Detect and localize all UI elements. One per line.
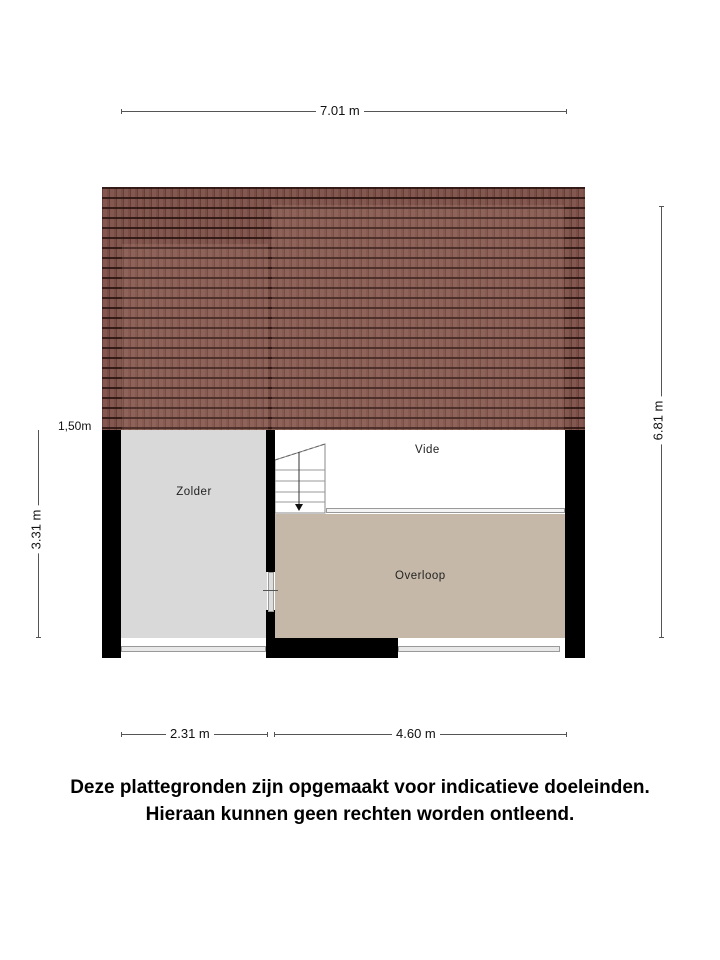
disclaimer-line-2: Hieraan kunnen geen rechten worden ontleend. bbox=[145, 804, 575, 825]
dimension-label-width: 7.01 m bbox=[316, 103, 364, 118]
dimension-tick bbox=[659, 206, 664, 207]
dimension-tick bbox=[274, 732, 275, 737]
dimension-tick bbox=[121, 109, 122, 114]
dimension-tick bbox=[121, 732, 122, 737]
dimension-label-zolder-width: 2.31 m bbox=[166, 726, 214, 741]
dimension-tick bbox=[566, 109, 567, 114]
roof-tiles bbox=[102, 187, 585, 430]
stairs-icon bbox=[275, 440, 330, 515]
window-zolder bbox=[121, 646, 266, 652]
dimension-tick bbox=[267, 732, 268, 737]
wall-right bbox=[565, 430, 585, 658]
room-label-vide: Vide bbox=[415, 444, 440, 456]
dimension-tick bbox=[36, 637, 41, 638]
wall-bottom-middle bbox=[266, 638, 398, 658]
wall-left bbox=[102, 430, 121, 658]
room-overloop bbox=[275, 514, 565, 638]
roof-dormer-main bbox=[272, 205, 564, 430]
room-label-overloop: Overloop bbox=[395, 570, 446, 582]
door-mark bbox=[263, 590, 278, 591]
disclaimer-line-1: Deze plattegronden zijn opgemaakt voor indicatieve doeleinden. bbox=[70, 777, 650, 798]
knee-wall-height-label: 1,50m bbox=[58, 419, 92, 433]
dimension-label-zolder-depth: 3.31 m bbox=[28, 506, 43, 554]
room-zolder bbox=[121, 430, 267, 638]
dimension-label-overloop-width: 4.60 m bbox=[392, 726, 440, 741]
door-zolder bbox=[268, 572, 274, 612]
dimension-tick bbox=[566, 732, 567, 737]
room-label-zolder: Zolder bbox=[176, 486, 212, 498]
dimension-label-depth: 6.81 m bbox=[650, 397, 665, 445]
window-overloop bbox=[398, 646, 560, 652]
wall-middle-upper bbox=[266, 430, 275, 572]
vide-railing bbox=[326, 508, 565, 513]
roof-dormer-left bbox=[122, 244, 268, 430]
dimension-tick bbox=[659, 637, 664, 638]
